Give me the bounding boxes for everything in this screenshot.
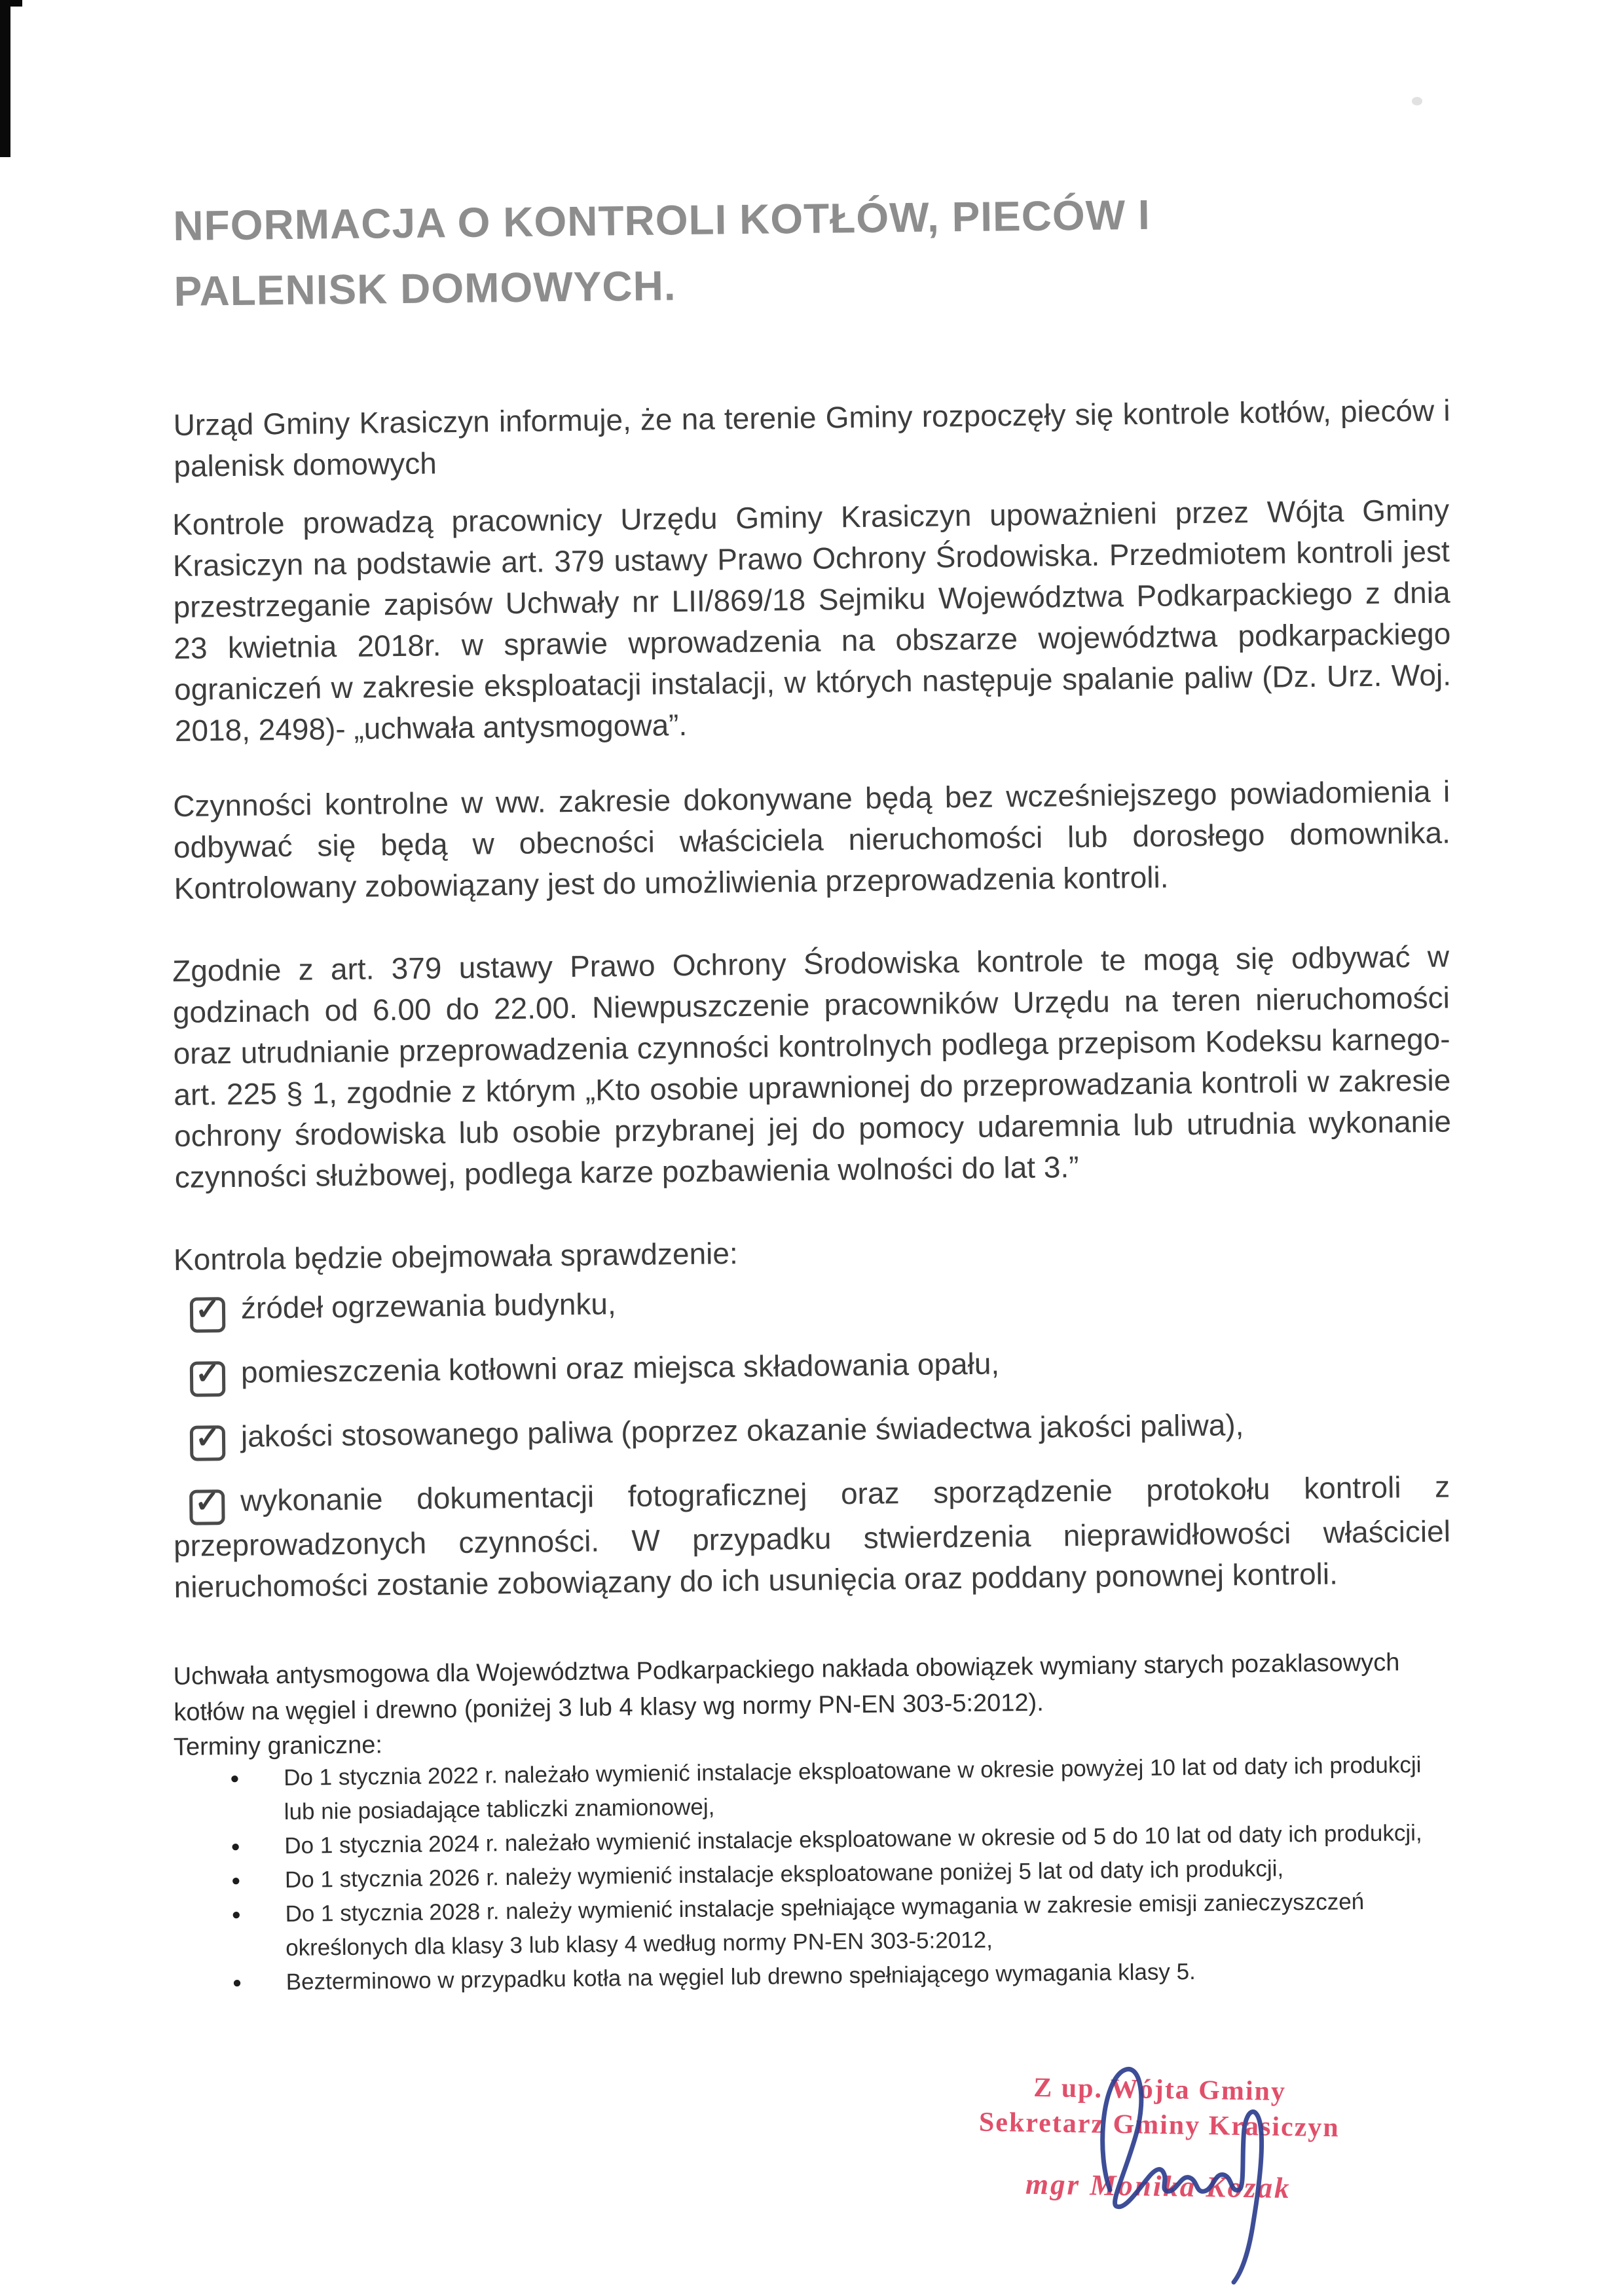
- stamp-signer-name: mgr Monika Kozak: [1025, 2167, 1292, 2205]
- checklist-item-documentation: [173, 1467, 1451, 1608]
- scan-edge-artifact: [0, 0, 10, 157]
- bullet-text: Do 1 stycznia 2022 r. należało wymienić instalacje eksploatowane w okresie powyżej 10 lat od daty ich produkcji lub nie posiadające tabliczki znamionowej,: [283, 1752, 1422, 1825]
- bullet-icon: ●: [230, 1769, 240, 1787]
- bullet-icon: ●: [232, 1973, 242, 1992]
- stamp-role-line: Sekretarz Gminy Krasiczyn: [978, 2107, 1340, 2143]
- checkbox-checked-icon: [190, 1420, 226, 1461]
- paragraph-penalties: Zgodnie z art. 379 ustawy Prawo Ochrony Środowiska kontrole te mogą się odbywać w godzinach od 6.00 do 22.00. Niewpuszczenie pracowników Urzędu na teren nieruchomości oraz utrudnianie przeprowadzenia czynności kontrolnych podlega przepisom Kodeksu karnego- art. 225 § 1, zgodnie z którym „Kto osobie uprawnionej do przeprowadzania kontroli w zakresie ochrony środowiska lub osobie przybranej jej do pomocy udaremnia lub utrudnia wykonanie czynności służbowej, podlega karze pozbawienia wolności do lat 3.”: [172, 939, 1452, 1194]
- bullet-text: Bezterminowo w przypadku kotła na węgiel lub drewno spełniającego wymagania klasy 5.: [286, 1959, 1196, 1995]
- scan-smudge: [1412, 97, 1422, 105]
- bullet-icon: ●: [231, 1905, 242, 1923]
- document-title-line1: NFORMACJA O KONTROLI KOTŁÓW, PIECÓW I: [173, 191, 1151, 250]
- check-icon: ✓: [194, 1420, 221, 1455]
- checklist-item-label: źródeł ogrzewania budynku,: [240, 1286, 617, 1325]
- stamp-authority-line: Z up. Wójta Gminy: [1033, 2072, 1287, 2107]
- paragraph-legal-basis: Kontrole prowadzą pracownicy Urzędu Gminy Krasiczyn upoważnieni przez Wójta Gminy Krasiczyn na podstawie art. 379 ustawy Prawo Ochrony Środowiska. Przedmiotem kontroli jest przestrzeganie zapisów Uchwały nr LII/869/18 Sejmiku Województwa Podkarpackiego z dnia 23 kwietnia 2018r. w sprawie wprowadzenia na obszarze województwa podkarpackiego ograniczeń w zakresie eksploatacji instalacji, w których następuje spalanie paliw (Dz. Urz. Woj. 2018, 2498)- „uchwała antysmogowa”.: [172, 492, 1452, 748]
- checkbox-checked-icon: [190, 1356, 226, 1397]
- document-title: [173, 179, 1451, 324]
- scan-edge-artifact-top: [0, 0, 22, 7]
- deadline-bullet-list: [172, 1748, 1452, 2001]
- signature-stroke: [1103, 2069, 1262, 2282]
- check-icon: ✓: [194, 1484, 221, 1519]
- checklist-item-boiler-room: [174, 1338, 1451, 1397]
- checklist-item-label: wykonanie dokumentacji fotograficznej oraz sporządzenie protokołu kontroli z przeprowadzonych czynności. W przypadku stwierdzenia nieprawidłowości właściciel nieruchomości zostanie zobowiązany do ich usunięcia oraz poddany ponownej kontroli.: [173, 1469, 1451, 1604]
- checklist-item-fuel-quality: [174, 1402, 1451, 1461]
- bullet-text: Do 1 stycznia 2024 r. należało wymienić instalacje eksploatowane w okresie od 5 do 10 lat od daty ich produkcji,: [284, 1820, 1422, 1859]
- bullet-icon: ●: [231, 1871, 241, 1889]
- checkbox-checked-icon: [190, 1292, 226, 1333]
- checkbox-checked-icon: [189, 1484, 225, 1525]
- footnote-antismog-resolution: Uchwała antysmogowa dla Województwa Podkarpackiego nakłada obowiązek wymiany starych pozaklasowych kotłów na węgiel i drewno (poniżej 3 lub 4 klasy wg normy PN-EN 303-5:2012).: [173, 1649, 1400, 1726]
- paragraph-inspection-conditions: Czynności kontrolne w ww. zakresie dokonywane będą bez wcześniejszego powiadomienia i odbywać się będą w obecności właściciela nieruchomości lub dorosłego domownika. Kontrolowany zobowiązany jest do umożliwienia przeprowadzenia kontroli.: [172, 774, 1451, 905]
- checklist-item-label: pomieszczenia kotłowni oraz miejsca składowania opału,: [240, 1346, 1000, 1389]
- check-icon: ✓: [194, 1356, 221, 1391]
- document-title-line2: PALENISK DOMOWYCH.: [174, 262, 676, 315]
- bullet-icon: ●: [231, 1837, 241, 1855]
- footnote-deadlines-heading: Terminy graniczne:: [173, 1731, 383, 1761]
- bullet-text: Do 1 stycznia 2026 r. należy wymienić instalacje eksploatowane poniżej 5 lat od daty ich produkcji,: [284, 1855, 1284, 1893]
- bullet-text: Do 1 stycznia 2028 r. należy wymienić instalacje spełniające wymagania w zakresie emisji zanieczyszczeń określonych dla klasy 3 lub klasy 4 według normy PN-EN 303-5:2012,: [285, 1889, 1365, 1961]
- paragraph-intro: Urząd Gminy Krasiczyn informuje, że na terenie Gminy rozpoczęły się kontrole kotłów, pieców i palenisk domowych: [173, 393, 1450, 483]
- check-icon: ✓: [194, 1292, 221, 1326]
- checklist-item-label: jakości stosowanego paliwa (poprzez okazanie świadectwa jakości paliwa),: [240, 1408, 1244, 1453]
- handwritten-signature: [1048, 2049, 1283, 2291]
- checklist-item-heating-sources: [174, 1274, 1451, 1333]
- checklist-heading: Kontrola będzie obejmowała sprawdzenie:: [173, 1236, 738, 1277]
